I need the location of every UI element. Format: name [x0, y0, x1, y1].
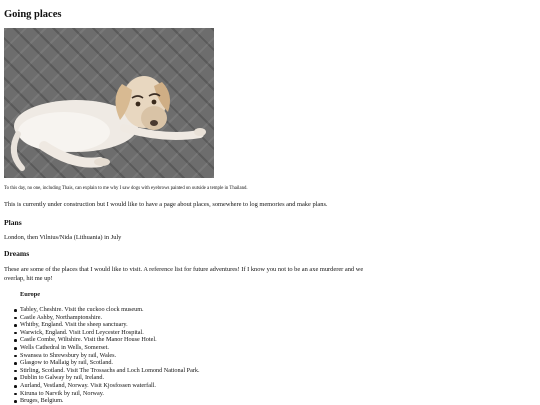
europe-heading: Europe	[20, 291, 41, 298]
list-item: Aurland, Vestland, Norway. Visit Kjosfossen waterfall.	[20, 382, 200, 390]
list-item: Castle Ashby, Northamptonshire.	[20, 314, 200, 322]
list-item: Kiruna to Narvik by rail, Norway.	[20, 390, 200, 398]
intro-text: This is currently under construction but I would like to have a page about places, somewhere to log memories and make plans.	[4, 201, 328, 208]
list-item: Warwick, England. Visit Lord Leycester Hospital.	[20, 329, 200, 337]
list-item: Castle Combe, Wiltshire. Visit the Manor House Hotel.	[20, 336, 200, 344]
photo-caption: To this day, no one, including Thais, can explain to me why I saw dogs with eyebrows painted on outside a temple in Thailand.	[4, 186, 248, 191]
list-item: Whitby, England. Visit the sheep sanctuary.	[20, 321, 200, 329]
dog-photo	[4, 28, 214, 178]
dreams-text: These are some of the places that I would like to visit. A reference list for future adventures! If I know you not to be an axe murderer and we overlap, hit me up!	[4, 266, 364, 282]
list-item: Tabley, Cheshire. Visit the cuckoo clock museum.	[20, 306, 200, 314]
list-item: Dublin to Galway by rail, Ireland.	[20, 374, 200, 382]
dreams-heading: Dreams	[4, 249, 30, 258]
plans-heading: Plans	[4, 218, 22, 227]
list-item: Swansea to Shrewsbury by rail, Wales.	[20, 352, 200, 360]
list-item: Bruges, Belgium.	[20, 397, 200, 405]
page-title: Going places	[4, 9, 62, 20]
list-item: Wells Cathedral in Wells, Somerset.	[20, 344, 200, 352]
list-item: Glasgow to Mallaig by rail, Scotland.	[20, 359, 200, 367]
list-item: Stirling, Scotland. Visit The Trossachs and Loch Lomond National Park.	[20, 366, 200, 374]
dog-illustration	[4, 28, 214, 178]
europe-places-list	[20, 306, 200, 405]
plans-text: London, then Vilnius/Nida (Lithuania) in July	[4, 234, 122, 241]
